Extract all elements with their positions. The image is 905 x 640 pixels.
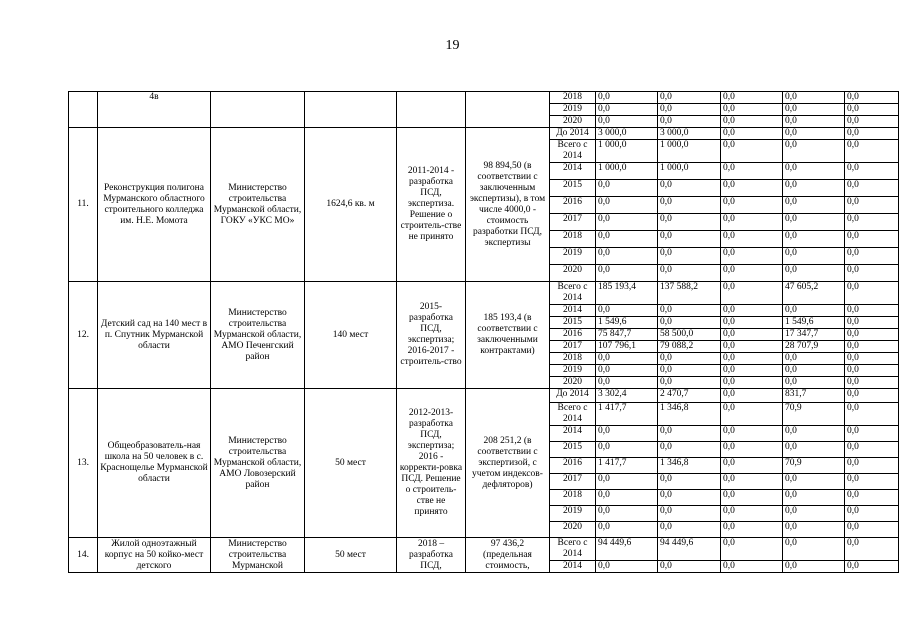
value-cell: 70,9 [783,458,845,474]
value-cell: 0,0 [596,248,658,265]
value-cell: 0,0 [721,353,783,365]
value-cell: 0,0 [783,128,845,140]
year-cell: 2018 [550,231,596,248]
value-cell: 0,0 [596,116,658,128]
value-cell: 0,0 [596,426,658,442]
value-cell: 0,0 [845,389,899,403]
value-cell: 0,0 [721,180,783,197]
value-cell: 0,0 [845,458,899,474]
value-cell: 0,0 [845,104,899,116]
capacity: 1624,6 кв. м [305,128,397,282]
year-cell: 2017 [550,341,596,353]
value-cell: 2 470,7 [658,389,721,403]
value-cell: 1 000,0 [596,140,658,163]
value-cell: 0,0 [845,403,899,426]
responsible-party: Министерство строительства Мурманской области, ГОКУ «УКС МО» [211,128,305,282]
value-cell: 0,0 [783,490,845,506]
year-cell: 2019 [550,365,596,377]
value-cell: 0,0 [721,329,783,341]
value-cell: 0,0 [845,231,899,248]
value-cell: 0,0 [845,538,899,561]
value-cell: 0,0 [658,197,721,214]
year-cell: 2017 [550,474,596,490]
value-cell: 1 417,7 [596,458,658,474]
capacity [305,92,397,128]
value-cell: 0,0 [783,197,845,214]
value-cell: 0,0 [845,197,899,214]
value-cell: 0,0 [658,377,721,389]
value-cell: 0,0 [658,180,721,197]
value-cell: 0,0 [783,377,845,389]
year-cell: 2017 [550,214,596,231]
object-name: Жилой одноэтажный корпус на 50 койко-мест детского [98,538,211,573]
value-cell: 0,0 [721,163,783,180]
value-cell: 0,0 [721,116,783,128]
table-body [69,92,899,573]
value-cell: 0,0 [658,474,721,490]
value-cell: 107 796,1 [596,341,658,353]
row-number: 14. [69,538,98,573]
table-row [69,538,899,561]
table-row [69,128,899,140]
row-number: 13. [69,389,98,538]
value-cell: 0,0 [658,522,721,538]
value-cell: 0,0 [845,329,899,341]
value-cell: 0,0 [783,305,845,317]
value-cell: 0,0 [658,305,721,317]
value-cell: 0,0 [783,426,845,442]
value-cell: 0,0 [845,140,899,163]
value-cell: 0,0 [783,140,845,163]
value-cell: 3 302,4 [596,389,658,403]
value-cell: 0,0 [721,282,783,305]
value-cell: 0,0 [783,442,845,458]
value-cell: 0,0 [845,305,899,317]
value-cell: 0,0 [596,180,658,197]
value-cell: 137 588,2 [658,282,721,305]
value-cell: 0,0 [845,128,899,140]
value-cell: 0,0 [721,474,783,490]
value-cell: 0,0 [721,490,783,506]
value-cell: 1 549,6 [783,317,845,329]
value-cell: 0,0 [658,231,721,248]
value-cell: 0,0 [721,365,783,377]
value-cell: 0,0 [783,365,845,377]
value-cell: 0,0 [845,180,899,197]
value-cell: 185 193,4 [596,282,658,305]
capacity: 140 мест [305,282,397,389]
value-cell: 3 000,0 [596,128,658,140]
value-cell: 0,0 [596,265,658,282]
value-cell: 0,0 [845,92,899,104]
value-cell: 0,0 [845,248,899,265]
value-cell: 0,0 [721,317,783,329]
value-cell: 70,9 [783,403,845,426]
value-cell: 0,0 [658,92,721,104]
value-cell: 0,0 [721,561,783,573]
value-cell: 0,0 [845,474,899,490]
value-cell: 0,0 [596,490,658,506]
value-cell: 0,0 [783,522,845,538]
value-cell: 0,0 [721,377,783,389]
year-cell: 2018 [550,490,596,506]
value-cell: 0,0 [721,92,783,104]
value-cell: 0,0 [845,214,899,231]
value-cell: 0,0 [658,365,721,377]
year-cell: 2020 [550,377,596,389]
capacity: 50 мест [305,389,397,538]
responsible-party [211,92,305,128]
year-cell: До 2014 [550,128,596,140]
value-cell: 0,0 [658,353,721,365]
value-cell: 0,0 [658,317,721,329]
value-cell: 0,0 [596,214,658,231]
value-cell: 1 549,6 [596,317,658,329]
value-cell: 94 449,6 [596,538,658,561]
estimated-cost [466,92,550,128]
value-cell: 0,0 [596,353,658,365]
stage: 2018 – разработка ПСД, [397,538,466,573]
value-cell: 0,0 [658,104,721,116]
year-cell: 2018 [550,353,596,365]
value-cell: 0,0 [658,506,721,522]
year-cell: 2019 [550,506,596,522]
table-row [69,282,899,305]
value-cell: 75 847,7 [596,329,658,341]
value-cell: 0,0 [845,522,899,538]
value-cell: 0,0 [658,561,721,573]
year-cell: 2019 [550,104,596,116]
year-cell: 2015 [550,317,596,329]
estimated-cost: 185 193,4 (в соответствии с заключенными контрактами) [466,282,550,389]
year-cell: Всего с 2014 [550,538,596,561]
value-cell: 0,0 [721,389,783,403]
value-cell: 47 605,2 [783,282,845,305]
object-name: Общеобразователь-ная школа на 50 человек в с. Краснощелье Мурманской области [98,389,211,538]
value-cell: 0,0 [596,522,658,538]
value-cell: 831,7 [783,389,845,403]
responsible-party: Министерство строительства Мурманской [211,538,305,573]
value-cell: 0,0 [596,92,658,104]
value-cell: 0,0 [721,128,783,140]
value-cell: 0,0 [845,265,899,282]
value-cell: 1 417,7 [596,403,658,426]
value-cell: 1 000,0 [658,163,721,180]
year-cell: 2019 [550,248,596,265]
value-cell: 0,0 [721,522,783,538]
value-cell: 0,0 [783,214,845,231]
estimated-cost: 208 251,2 (в соответствии с экспертизой, с учетом индексов-дефляторов) [466,389,550,538]
value-cell: 0,0 [658,116,721,128]
value-cell: 0,0 [783,561,845,573]
value-cell: 0,0 [845,442,899,458]
value-cell: 0,0 [721,214,783,231]
value-cell: 3 000,0 [658,128,721,140]
value-cell: 0,0 [721,341,783,353]
responsible-party: Министерство строительства Мурманской области, АМО Печенгский район [211,282,305,389]
value-cell: 0,0 [783,353,845,365]
value-cell: 0,0 [845,116,899,128]
object-name: Детский сад на 140 мест в п. Спутник Мурманской области [98,282,211,389]
value-cell: 0,0 [721,538,783,561]
value-cell: 28 707,9 [783,341,845,353]
year-cell: 2014 [550,426,596,442]
value-cell: 0,0 [596,231,658,248]
value-cell: 0,0 [845,282,899,305]
value-cell: 1 346,8 [658,403,721,426]
value-cell: 1 000,0 [658,140,721,163]
value-cell: 0,0 [845,506,899,522]
year-cell: До 2014 [550,389,596,403]
year-cell: Всего с 2014 [550,140,596,163]
estimated-cost: 97 436,2 (предельная стоимость, [466,538,550,573]
value-cell: 0,0 [658,442,721,458]
row-number: 11. [69,128,98,282]
value-cell: 0,0 [721,305,783,317]
value-cell: 0,0 [721,403,783,426]
value-cell: 0,0 [721,442,783,458]
year-cell: 2016 [550,197,596,214]
value-cell: 0,0 [721,231,783,248]
value-cell: 1 000,0 [596,163,658,180]
value-cell: 0,0 [596,474,658,490]
value-cell: 0,0 [721,140,783,163]
page-number: 19 [445,38,460,53]
value-cell: 0,0 [721,197,783,214]
year-cell: 2020 [550,116,596,128]
value-cell: 0,0 [845,365,899,377]
value-cell: 1 346,8 [658,458,721,474]
value-cell: 0,0 [783,92,845,104]
value-cell: 0,0 [596,305,658,317]
value-cell: 0,0 [783,231,845,248]
year-cell: 2016 [550,458,596,474]
value-cell: 0,0 [845,163,899,180]
year-cell: Всего с 2014 [550,282,596,305]
year-cell: 2014 [550,305,596,317]
table-row [69,389,899,403]
value-cell: 0,0 [721,248,783,265]
value-cell: 0,0 [783,116,845,128]
value-cell: 0,0 [783,506,845,522]
value-cell: 0,0 [721,104,783,116]
value-cell: 0,0 [721,426,783,442]
value-cell: 0,0 [845,353,899,365]
year-cell: Всего с 2014 [550,403,596,426]
value-cell: 0,0 [596,561,658,573]
value-cell: 0,0 [845,490,899,506]
value-cell: 94 449,6 [658,538,721,561]
value-cell: 0,0 [783,104,845,116]
value-cell: 17 347,7 [783,329,845,341]
row-number: 12. [69,282,98,389]
year-cell: 2014 [550,163,596,180]
object-name: Реконструкция полигона Мурманского областного строительного колледжа им. Н.Е. Момота [98,128,211,282]
value-cell: 0,0 [783,248,845,265]
row-number [69,92,98,128]
table-row [69,92,899,104]
year-cell: 2016 [550,329,596,341]
year-cell: 2020 [550,522,596,538]
year-cell: 2015 [550,442,596,458]
year-cell: 2014 [550,561,596,573]
year-cell: 2018 [550,92,596,104]
estimated-cost: 98 894,50 (в соответствии с заключенным экспертизы), в том числе 4000,0 - стоимость разработки ПСД, экспертизы [466,128,550,282]
value-cell: 0,0 [596,104,658,116]
year-cell: 2015 [550,180,596,197]
responsible-party: Министерство строительства Мурманской области, АМО Ловозерский район [211,389,305,538]
value-cell: 0,0 [845,426,899,442]
value-cell: 0,0 [783,538,845,561]
value-cell: 0,0 [783,474,845,490]
value-cell: 0,0 [596,197,658,214]
year-cell: 2020 [550,265,596,282]
value-cell: 0,0 [845,317,899,329]
capacity: 50 мест [305,538,397,573]
object-name: 4в [98,92,211,128]
value-cell: 0,0 [783,265,845,282]
value-cell: 0,0 [658,265,721,282]
value-cell: 0,0 [658,248,721,265]
stage: 2012-2013-разработка ПСД, экспертиза; 2016 - корректи-ровка ПСД. Решение о строитель-стве не принято [397,389,466,538]
stage [397,92,466,128]
investment-objects-table [68,91,899,573]
value-cell: 58 500,0 [658,329,721,341]
value-cell: 0,0 [783,163,845,180]
value-cell: 0,0 [845,561,899,573]
value-cell: 0,0 [721,458,783,474]
stage: 2011-2014 - разработка ПСД, экспертиза. Решение о строитель-стве не принято [397,128,466,282]
value-cell: 0,0 [658,214,721,231]
value-cell: 0,0 [596,442,658,458]
value-cell: 0,0 [845,341,899,353]
value-cell: 0,0 [845,377,899,389]
value-cell: 0,0 [658,490,721,506]
value-cell: 0,0 [783,180,845,197]
value-cell: 0,0 [596,506,658,522]
value-cell: 0,0 [721,265,783,282]
stage: 2015-разработка ПСД, экспертиза; 2016-2017 - строитель-ство [397,282,466,389]
value-cell: 79 088,2 [658,341,721,353]
value-cell: 0,0 [658,426,721,442]
value-cell: 0,0 [721,506,783,522]
value-cell: 0,0 [596,377,658,389]
value-cell: 0,0 [596,365,658,377]
